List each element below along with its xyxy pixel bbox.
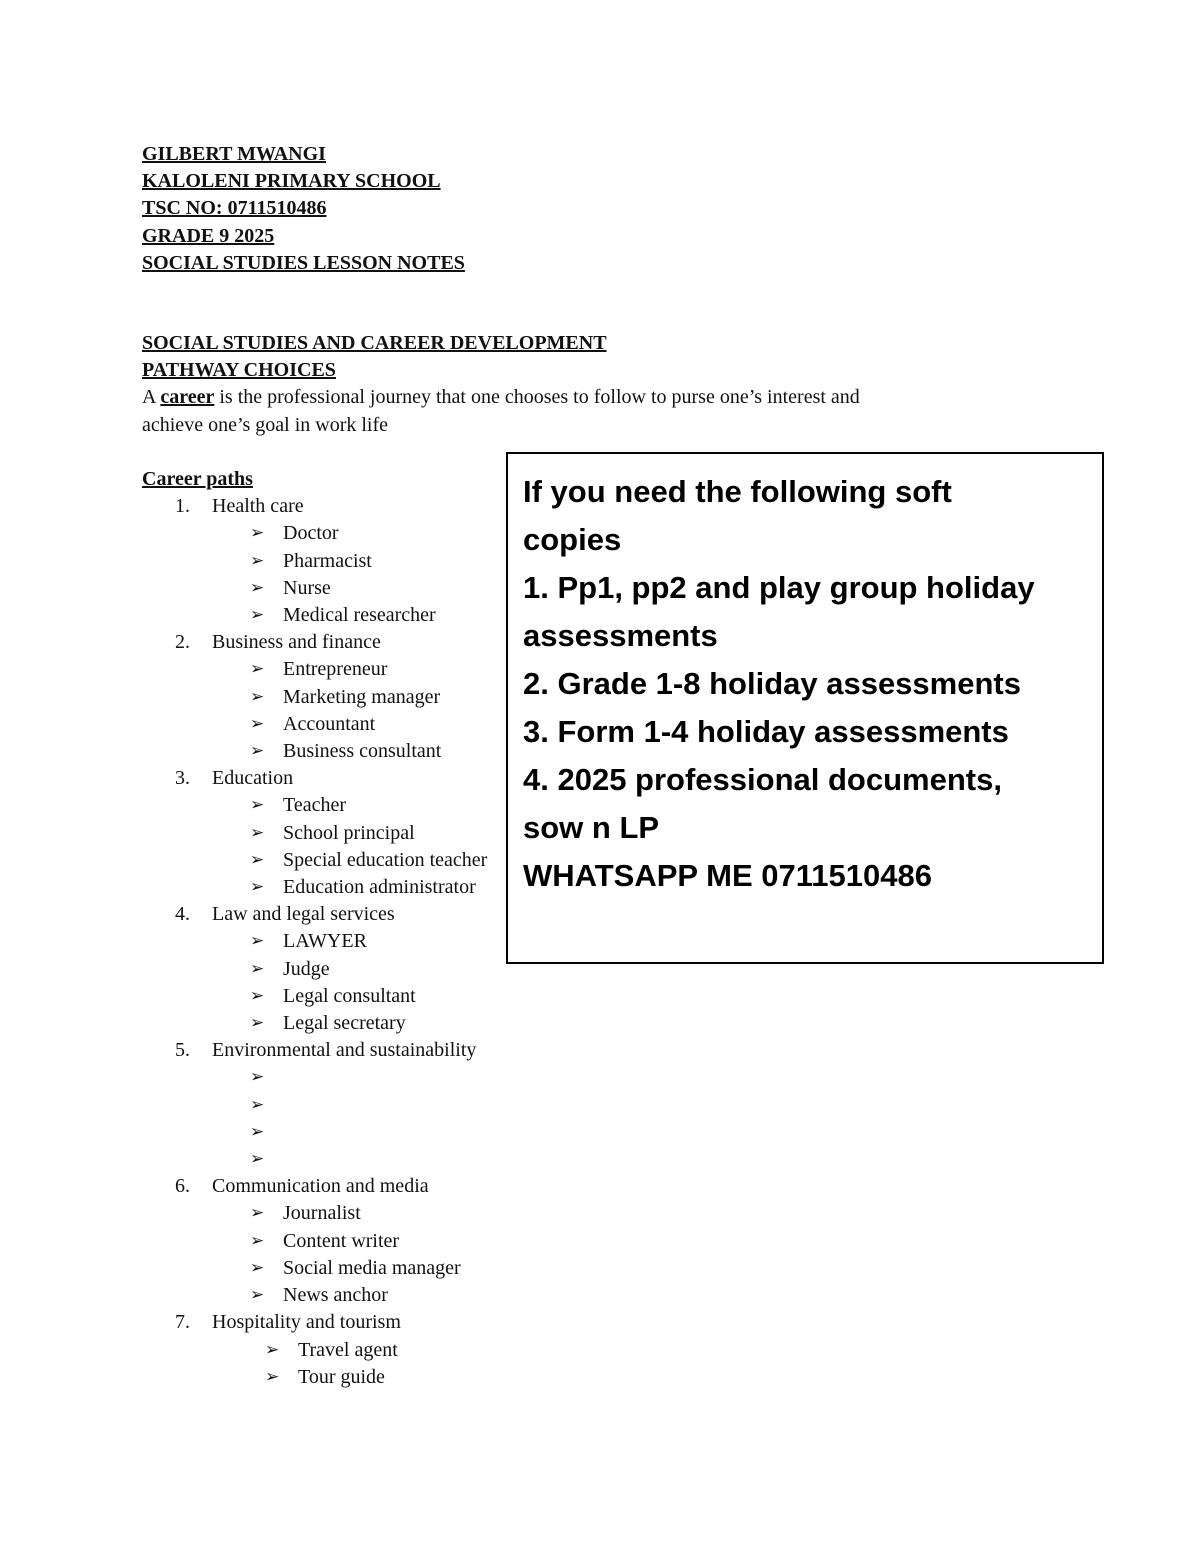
- category-number: 1.: [175, 495, 190, 518]
- career-item: [142, 792, 487, 819]
- career-definition-cont: achieve one’s goal in work life: [142, 413, 389, 436]
- category-label: Communication and media: [212, 1175, 429, 1198]
- career-item: [142, 575, 487, 602]
- arrow-bullet-icon: ➢: [250, 958, 265, 979]
- arrow-bullet-icon: ➢: [250, 741, 265, 762]
- advert-line: 4. 2025 professional documents,: [523, 762, 1002, 797]
- category-label: Law and legal services: [212, 903, 395, 926]
- career-item: [142, 874, 487, 901]
- advert-line: If you need the following soft: [523, 474, 952, 509]
- career-item-label: [283, 1066, 288, 1088]
- arrow-bullet-icon: ➢: [250, 1203, 265, 1224]
- career-item: [142, 1337, 487, 1364]
- career-item: [142, 1092, 487, 1119]
- career-item-label: Legal consultant: [283, 984, 416, 1007]
- arrow-bullet-icon: ➢: [250, 931, 265, 952]
- notes-title: SOCIAL STUDIES LESSON NOTES: [142, 251, 465, 274]
- arrow-bullet-icon: ➢: [250, 1257, 265, 1278]
- career-item-label: Nurse: [283, 576, 331, 599]
- career-item: [142, 520, 487, 547]
- category-label: Health care: [212, 495, 304, 518]
- career-category: [142, 493, 487, 520]
- career-item-label: [283, 1094, 288, 1116]
- arrow-bullet-icon: ➢: [250, 1285, 265, 1306]
- career-category: [142, 901, 487, 928]
- career-item-label: Accountant: [283, 712, 376, 735]
- career-item: [142, 956, 487, 983]
- career-item-label: Pharmacist: [283, 549, 372, 572]
- arrow-bullet-icon: ➢: [250, 877, 265, 898]
- arrow-bullet-icon: ➢: [250, 822, 265, 843]
- career-item-label: [283, 1121, 288, 1143]
- career-item: [142, 738, 487, 765]
- arrow-bullet-icon: ➢: [250, 795, 265, 816]
- career-item: [142, 1010, 487, 1037]
- arrow-bullet-icon: ➢: [250, 1013, 265, 1034]
- advert-line: 2. Grade 1-8 holiday assessments: [523, 666, 1021, 701]
- tsc-number: TSC NO: 0711510486: [142, 197, 327, 220]
- category-number: 5.: [175, 1039, 190, 1062]
- career-item-label: [283, 1148, 288, 1170]
- career-item-label: Social media manager: [283, 1256, 461, 1279]
- career-item: [142, 602, 487, 629]
- career-item-label: Travel agent: [298, 1338, 398, 1361]
- category-number: 6.: [175, 1175, 190, 1198]
- arrow-bullet-icon: ➢: [265, 1339, 280, 1360]
- career-item: [142, 1364, 487, 1391]
- arrow-bullet-icon: ➢: [250, 713, 265, 734]
- definition-prefix: A: [142, 386, 161, 409]
- arrow-bullet-icon: ➢: [250, 686, 265, 707]
- definition-term: career: [160, 386, 215, 409]
- career-item: [142, 1228, 487, 1255]
- career-item-label: Journalist: [283, 1202, 361, 1225]
- career-item: [142, 711, 487, 738]
- category-number: 3.: [175, 767, 190, 790]
- career-item-label: Special education teacher: [283, 848, 488, 871]
- career-item: [142, 1146, 487, 1173]
- arrow-bullet-icon: ➢: [250, 577, 265, 598]
- school-name: KALOLENI PRIMARY SCHOOL: [142, 170, 441, 193]
- career-item: [142, 1200, 487, 1227]
- arrow-bullet-icon: ➢: [250, 849, 265, 870]
- category-label: Hospitality and tourism: [212, 1311, 401, 1334]
- arrow-bullet-icon: ➢: [250, 1094, 265, 1115]
- career-item-label: Marketing manager: [283, 685, 441, 708]
- section-title: SOCIAL STUDIES AND CAREER DEVELOPMENT: [142, 332, 607, 354]
- category-label: Education: [212, 767, 294, 790]
- section-intro: [142, 330, 860, 439]
- arrow-bullet-icon: ➢: [250, 605, 265, 626]
- career-item-label: Education administrator: [283, 876, 476, 899]
- arrow-bullet-icon: ➢: [250, 659, 265, 680]
- advert-line: 3. Form 1-4 holiday assessments: [523, 714, 1009, 749]
- career-category: [142, 629, 487, 656]
- advert-whatsapp: WHATSAPP ME 0711510486: [523, 858, 932, 893]
- arrow-bullet-icon: ➢: [250, 1067, 265, 1088]
- advert-line: sow n LP: [523, 810, 660, 845]
- career-paths-heading: Career paths: [142, 468, 253, 490]
- category-number: 4.: [175, 903, 190, 926]
- arrow-bullet-icon: ➢: [250, 1121, 265, 1142]
- career-item-label: Entrepreneur: [283, 658, 388, 681]
- career-item: [142, 1064, 487, 1091]
- career-paths: [142, 466, 487, 1391]
- category-label: Business and finance: [212, 631, 381, 654]
- grade-year: GRADE 9 2025: [142, 224, 275, 247]
- category-number: 2.: [175, 631, 190, 654]
- career-item-label: Tour guide: [298, 1365, 385, 1388]
- career-item: [142, 656, 487, 683]
- career-item-label: News anchor: [283, 1284, 388, 1307]
- advert-box: [506, 452, 1104, 964]
- career-item: [142, 1255, 487, 1282]
- career-item-label: Teacher: [283, 794, 346, 817]
- arrow-bullet-icon: ➢: [250, 1149, 265, 1170]
- career-item-label: Content writer: [283, 1229, 400, 1252]
- career-item-label: Medical researcher: [283, 604, 436, 627]
- career-category: [142, 1309, 487, 1336]
- arrow-bullet-icon: ➢: [250, 1230, 265, 1251]
- arrow-bullet-icon: ➢: [250, 550, 265, 571]
- career-item: [142, 1282, 487, 1309]
- advert-line: assessments: [523, 618, 718, 653]
- career-item-label: Legal secretary: [283, 1012, 406, 1035]
- arrow-bullet-icon: ➢: [250, 985, 265, 1006]
- definition-text: is the professional journey that one chooses to follow to purse one’s interest and: [214, 386, 860, 409]
- section-subtitle: PATHWAY CHOICES: [142, 359, 336, 382]
- career-item-label: LAWYER: [283, 930, 367, 953]
- career-definition: [142, 384, 860, 411]
- career-item-label: Judge: [283, 957, 330, 980]
- career-item: [142, 983, 487, 1010]
- career-item-label: Doctor: [283, 522, 339, 545]
- career-item-label: School principal: [283, 821, 415, 844]
- career-item: [142, 820, 487, 847]
- career-category: [142, 1037, 487, 1064]
- career-category: [142, 765, 487, 792]
- career-item: [142, 684, 487, 711]
- advert-line: copies: [523, 522, 622, 557]
- arrow-bullet-icon: ➢: [250, 523, 265, 544]
- document-header: [142, 141, 465, 277]
- author-name: GILBERT MWANGI: [142, 143, 326, 165]
- category-label: Environmental and sustainability: [212, 1039, 477, 1062]
- career-item-label: Business consultant: [283, 740, 442, 763]
- advert-line: 1. Pp1, pp2 and play group holiday: [523, 570, 1035, 605]
- career-item: [142, 847, 487, 874]
- category-number: 7.: [175, 1311, 190, 1334]
- career-item: [142, 928, 487, 955]
- career-item: [142, 548, 487, 575]
- career-category: [142, 1173, 487, 1200]
- arrow-bullet-icon: ➢: [265, 1366, 280, 1387]
- career-item: [142, 1119, 487, 1146]
